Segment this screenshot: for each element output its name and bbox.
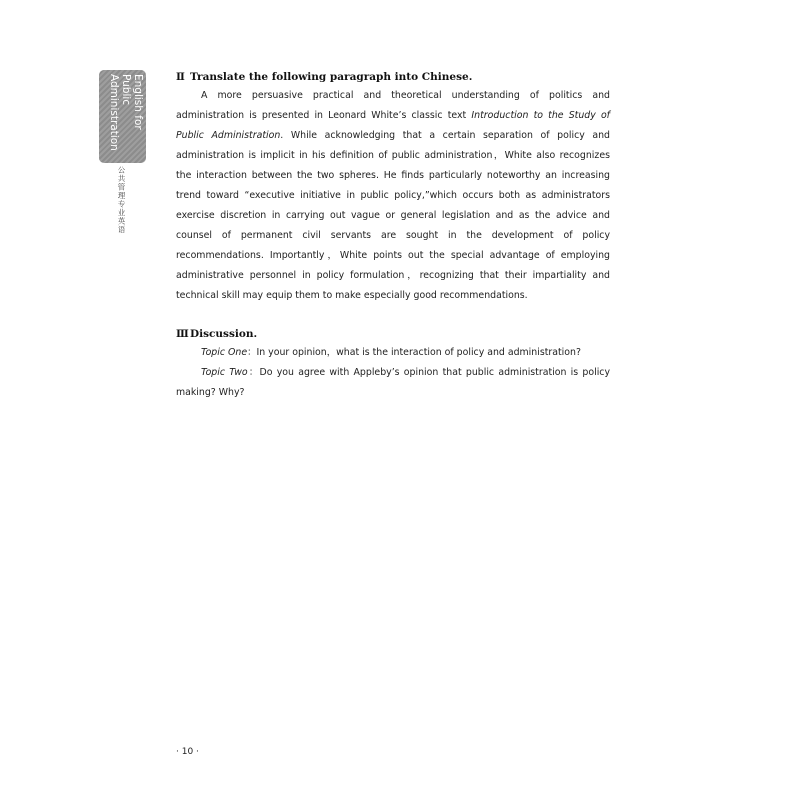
section-heading-discussion bbox=[176, 325, 610, 343]
topic-text: ：In your opinion，what is the interaction of policy and administration? bbox=[247, 347, 581, 358]
paragraph-text-part2: . While acknowledging that a certain separation of policy and administration is implicit in his definition of public administration，White also recognizes the interaction between the two spheres. He finds particularly noteworthy an increasing trend toward “executive initiative in public policy,”which occurs both as administrators exercise discretion in carrying out vague or general legislation and as the advice and counsel of permanent civil servants are sought in the development of policy recommendations. Importantly，White points out the special advantage of employing administrative personnel in policy formulation，recognizing that their impartiality and technical skill may equip them to make especially good recommendations. bbox=[176, 130, 611, 301]
chapter-side-tab bbox=[99, 70, 146, 163]
topic-label: Topic One bbox=[201, 347, 248, 358]
section-numeral: Ⅲ bbox=[176, 328, 189, 340]
section-numeral: Ⅱ bbox=[176, 71, 185, 83]
translation-paragraph bbox=[176, 86, 610, 306]
paragraph-text-part1: A more persuasive practical and theoretical understanding of politics and administration is presented in Leonard White’s classic text bbox=[176, 90, 610, 121]
topic-text: ：Do you agree with Appleby’s opinion that public administration is policy making? Why? bbox=[176, 367, 611, 398]
topic-label: Topic Two bbox=[201, 367, 248, 378]
page-content bbox=[176, 68, 610, 403]
section-heading-text: Translate the following paragraph into Chinese. bbox=[190, 71, 473, 83]
side-tab-title: English for Public Administration bbox=[108, 74, 144, 151]
discussion-topic-one bbox=[176, 343, 610, 363]
book-title: Introduction to the Study of Public Administration bbox=[176, 110, 610, 141]
discussion-topic-two bbox=[176, 363, 610, 403]
section-heading-text: Discussion. bbox=[190, 328, 258, 340]
side-subtitle: 公共管理专业英语 bbox=[117, 166, 126, 234]
section-heading-translate bbox=[176, 68, 610, 86]
page-number: · 10 · bbox=[176, 747, 199, 757]
